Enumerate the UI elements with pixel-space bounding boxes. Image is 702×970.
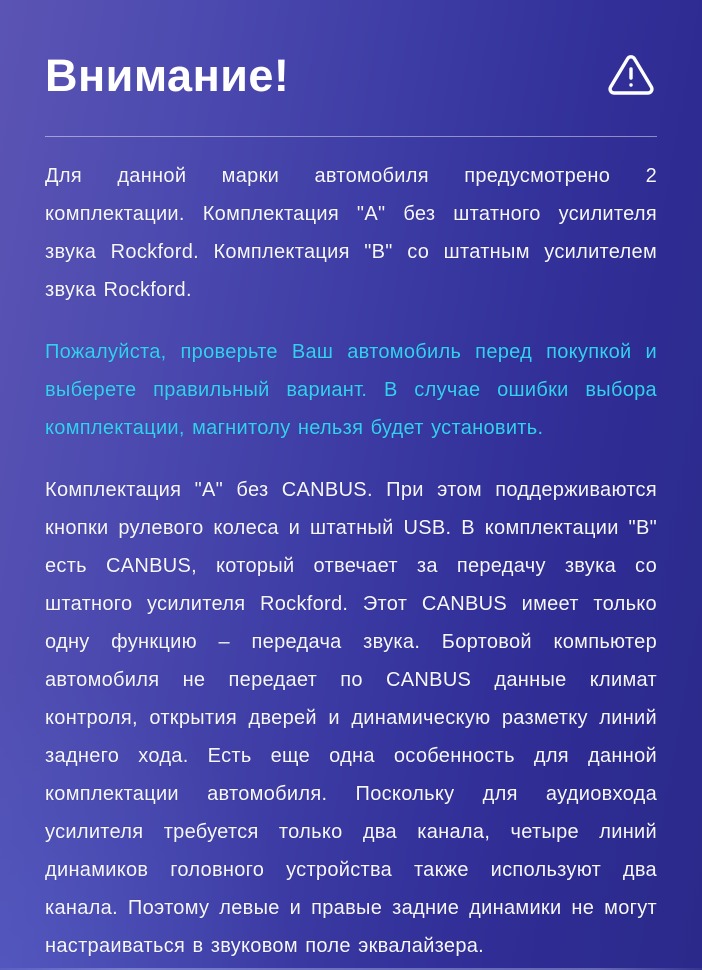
paragraph-canbus-details: Комплектация "А" без CANBUS. При этом поддерживаются кнопки рулевого колеса и штатный USB. В комплектации "В" есть CANBUS, который отвечает за передачу звука со штатного усилителя Rockford. Этот CANBUS имеет только одну функцию – передача звука. Бортовой компьютер автомобиля не передает по CANBUS данные климат контроля, открытия дверей и динамическую разметку линий заднего хода. Есть еще одна особенность для данной комплектации автомобиля. Поскольку для аудиовхода усилителя требуется только два канала, четыре линий динамиков головного устройства также используют два канала. Поэтому левые и правые задние динамики не могут настраиваться в звуковом поле эквалайзера. <box>45 479 657 957</box>
paragraph-configurations: Для данной марки автомобиля предусмотрено 2 комплектации. Комплектация "А" без штатного усилителя звука Rockford. Комплектация "В" со штатным усилителем звука Rockford. <box>45 165 657 301</box>
header-divider <box>45 136 657 137</box>
paragraph-check-before-purchase: Пожалуйста, проверьте Ваш автомобиль перед покупкой и выберете правильный вариант. В случае ошибки выбора комплектации, магнитолу нельзя будет установить. <box>45 341 657 439</box>
header <box>45 46 657 104</box>
notice-body <box>45 157 657 965</box>
warning-triangle-icon <box>607 51 655 99</box>
page-title: Внимание! <box>45 49 290 101</box>
